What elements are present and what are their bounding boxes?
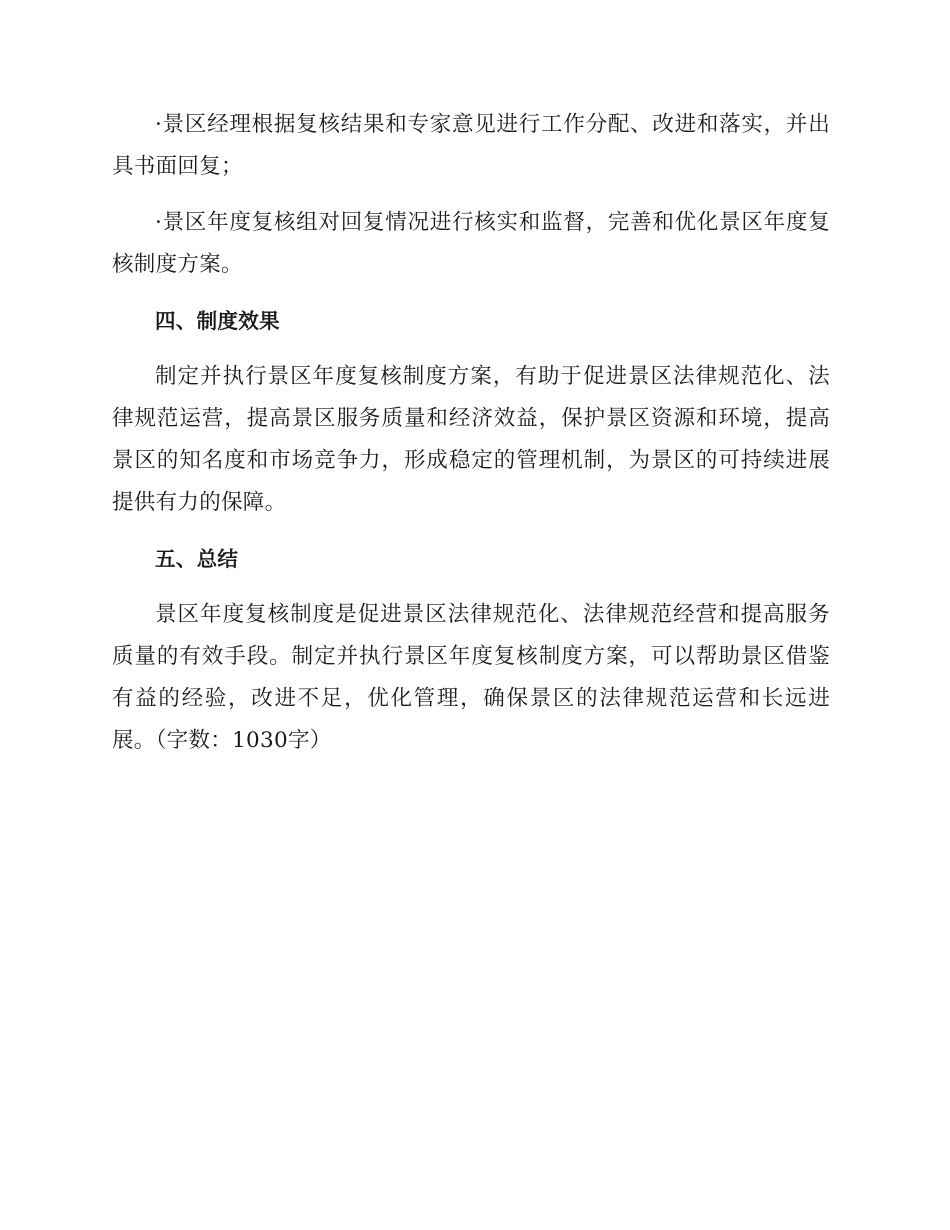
paragraph-summary-body: 景区年度复核制度是促进景区法律规范化、法律规范经营和提高服务质量的有效手段。制定并执行景区年度复核制度方案，可以帮助景区借鉴有益的经验，改进不足，优化管理，确保景区的法律规范运营和长远进展。（字数：1030字） <box>112 602 830 753</box>
section-heading-effects: 四、制度效果 <box>155 309 280 333</box>
bullet-paragraph-review-supervision: ·景区年度复核组对回复情况进行核实和监督，完善和优化景区年度复核制度方案。 <box>112 210 830 277</box>
paragraph-effects-body: 制定并执行景区年度复核制度方案，有助于促进景区法律规范化、法律规范运营，提高景区服务质量和经济效益，保护景区资源和环境，提高景区的知名度和市场竞争力，形成稳定的管理机制，为景区的可持续进展提供有力的保障。 <box>112 364 830 515</box>
bullet-paragraph-manager-reply: ·景区经理根据复核结果和专家意见进行工作分配、改进和落实，并出具书面回复； <box>112 112 830 179</box>
section-heading-summary: 五、总结 <box>155 547 239 571</box>
document-body <box>112 104 830 776</box>
